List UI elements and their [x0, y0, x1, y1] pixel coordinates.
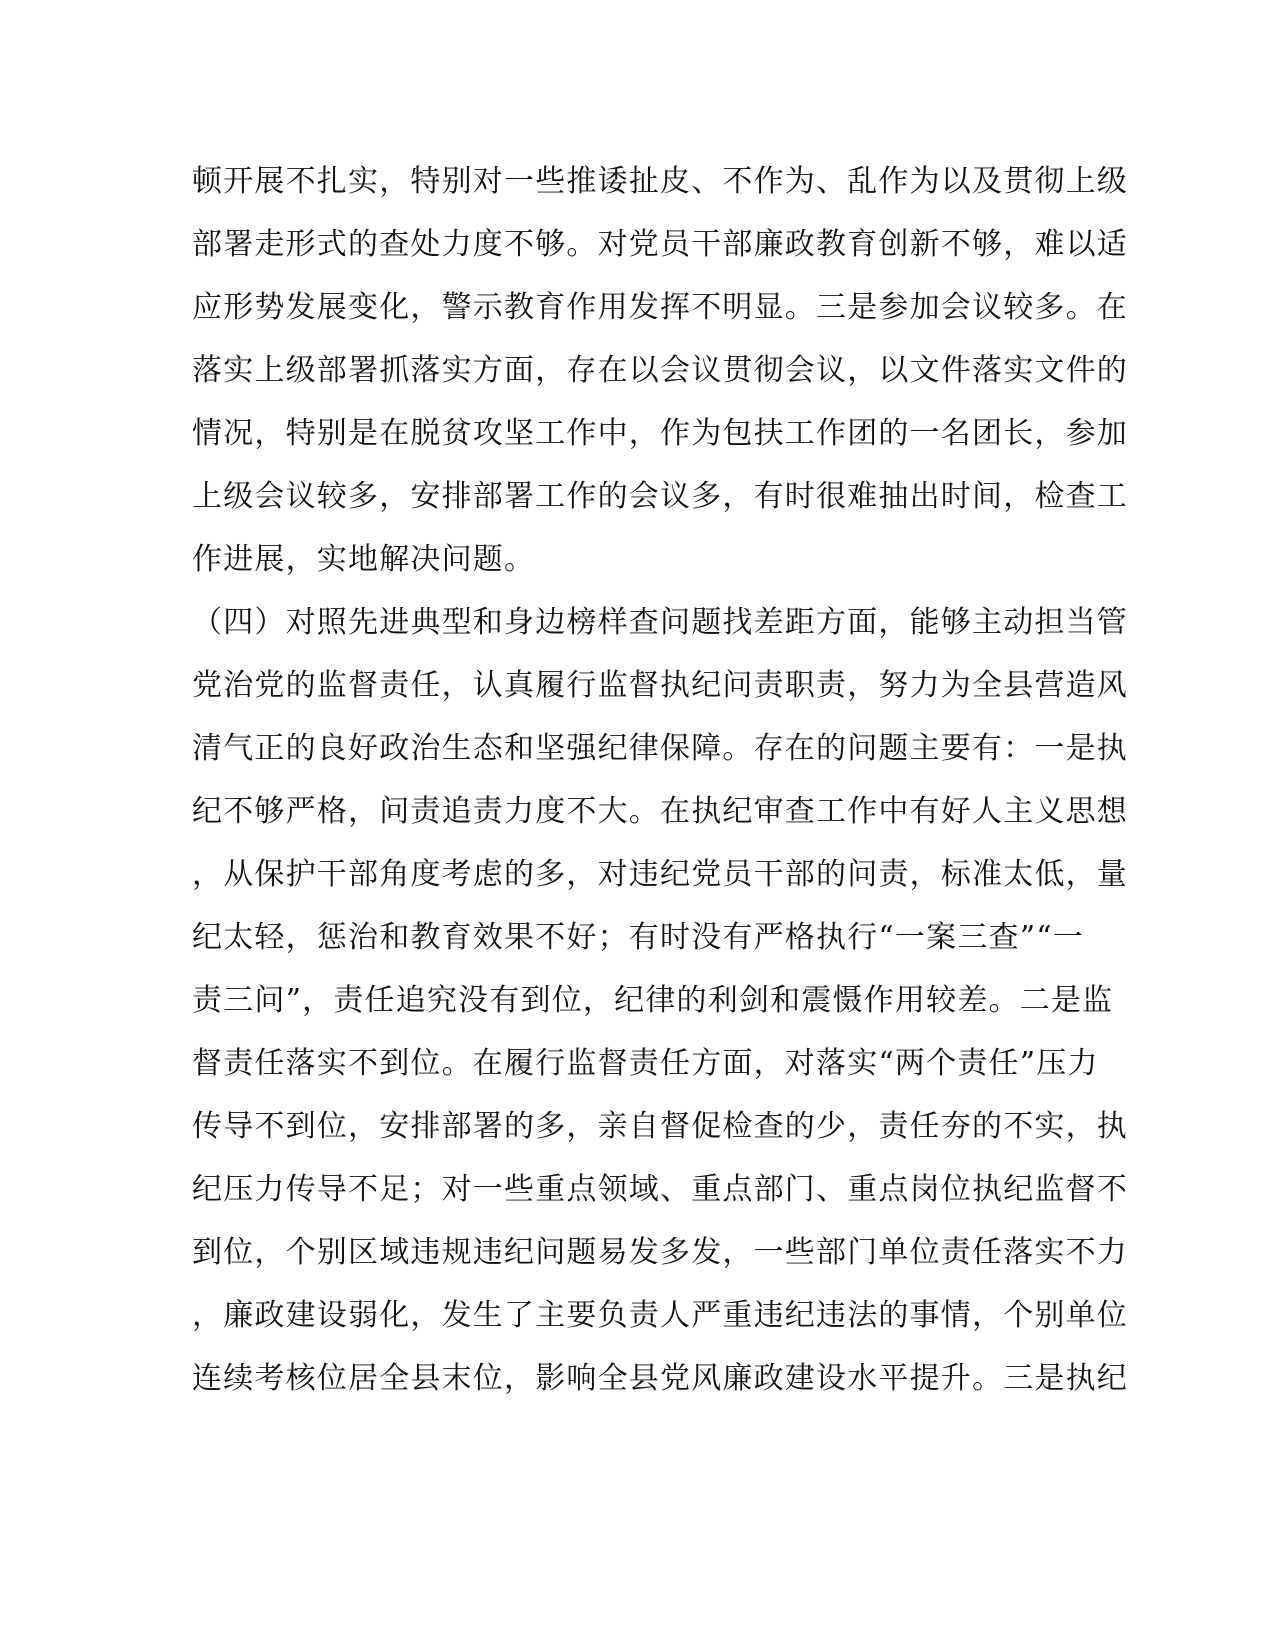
text-line: 清气正的良好政治生态和坚强纪律保障。存在的问题主要有：一是执 [192, 731, 1128, 766]
text-line: 纪太轻，惩治和教育效果不好；有时没有严格执行“一案三查”“一 [192, 920, 1085, 955]
text-line: （四）对照先进典型和身边榜样查问题找差距方面，能够主动担当管 [192, 605, 1128, 640]
text-line: 到位，个别区域违规违纪问题易发多发，一些部门单位责任落实不力 [192, 1235, 1128, 1270]
text-line: 连续考核位居全县末位，影响全县党风廉政建设水平提升。三是执纪 [192, 1361, 1128, 1396]
text-line: 落实上级部署抓落实方面，存在以会议贯彻会议，以文件落实文件的 [192, 353, 1128, 388]
text-line: 应形势发展变化，警示教育作用发挥不明显。三是参加会议较多。在 [192, 290, 1128, 325]
text-line: 党治党的监督责任，认真履行监督执纪问责职责，努力为全县营造风 [192, 668, 1128, 703]
text-line: ，廉政建设弱化，发生了主要负责人严重违纪违法的事情，个别单位 [192, 1298, 1128, 1333]
text-line: 纪压力传导不足；对一些重点领域、重点部门、重点岗位执纪监督不 [192, 1172, 1128, 1207]
text-line: 情况，特别是在脱贫攻坚工作中，作为包扶工作团的一名团长，参加 [192, 416, 1128, 451]
text-line: 责三问”，责任追究没有到位，纪律的利剑和震慑作用较差。二是监 [192, 983, 1114, 1018]
text-line: 上级会议较多，安排部署工作的会议多，有时很难抽出时间，检查工 [192, 479, 1128, 514]
text-line: 督责任落实不到位。在履行监督责任方面，对落实“两个责任”压力 [192, 1046, 1099, 1081]
text-line: 顿开展不扎实，特别对一些推诿扯皮、不作为、乱作为以及贯彻上级 [192, 164, 1128, 199]
text-line: 纪不够严格，问责追责力度不大。在执纪审查工作中有好人主义思想 [192, 794, 1128, 829]
text-line: 作进展，实地解决问题。 [192, 542, 536, 577]
text-line: 传导不到位，安排部署的多，亲自督促检查的少，责任夯的不实，执 [192, 1109, 1128, 1144]
text-line: ，从保护干部角度考虑的多，对违纪党员干部的问责，标准太低，量 [192, 857, 1128, 892]
text-line: 部署走形式的查处力度不够。对党员干部廉政教育创新不够，难以适 [192, 227, 1128, 262]
